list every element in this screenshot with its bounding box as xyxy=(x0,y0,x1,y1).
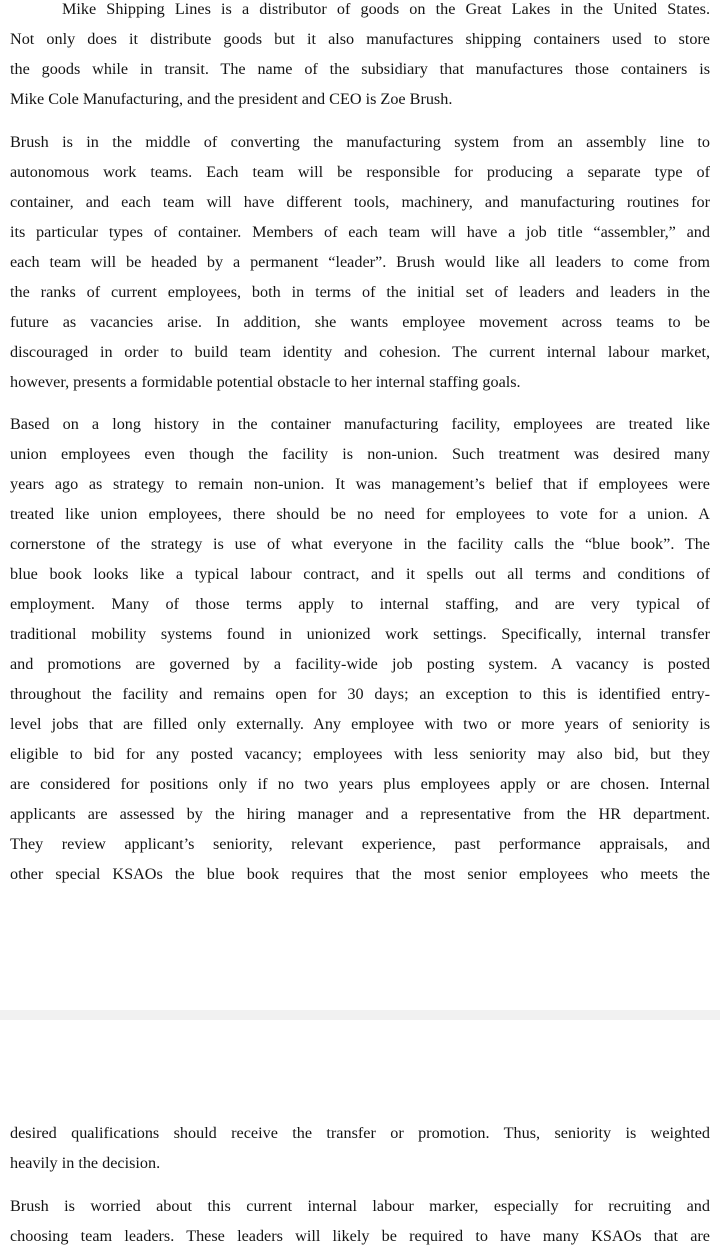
text-line: employment. Many of those terms apply to internal staffing, and are very typical of xyxy=(10,595,710,613)
text-line: eligible to bid for any posted vacancy; employees with less seniority may also bid, but they xyxy=(10,745,710,763)
text-line: discouraged in order to build team identity and cohesion. The current internal labour market, xyxy=(10,343,710,361)
text-line: its particular types of container. Members of each team will have a job title “assembler,” and xyxy=(10,223,710,241)
text-line: autonomous work teams. Each team will be responsible for producing a separate type of xyxy=(10,163,710,181)
text-line: Not only does it distribute goods but it also manufactures shipping containers used to store xyxy=(10,30,710,48)
text-line: the goods while in transit. The name of the subsidiary that manufactures those containers is xyxy=(10,60,710,78)
text-line: are considered for positions only if no two years plus employees apply or are chosen. Internal xyxy=(10,775,710,793)
page-break xyxy=(0,1010,720,1020)
text-line: Mike Cole Manufacturing, and the president and CEO is Zoe Brush. xyxy=(10,90,453,108)
text-line: years ago as strategy to remain non-union. It was management’s belief that if employees were xyxy=(10,475,710,493)
text-line: desired qualifications should receive the transfer or promotion. Thus, seniority is weighted xyxy=(10,1124,710,1142)
text-line: level jobs that are filled only externally. Any employee with two or more years of seniority is xyxy=(10,715,710,733)
text-line: cornerstone of the strategy is use of what everyone in the facility calls the “blue book”. The xyxy=(10,535,710,553)
text-line: Based on a long history in the container manufacturing facility, employees are treated like xyxy=(10,415,710,433)
text-line: each team will be headed by a permanent “leader”. Brush would like all leaders to come from xyxy=(10,253,710,271)
text-line: future as vacancies arise. In addition, she wants employee movement across teams to be xyxy=(10,313,710,331)
text-line: choosing team leaders. These leaders will likely be required to have many KSAOs that are xyxy=(10,1227,710,1245)
text-line: union employees even though the facility is non-union. Such treatment was desired many xyxy=(10,445,710,463)
text-line: however, presents a formidable potential obstacle to her internal staffing goals. xyxy=(10,373,521,391)
text-line: Brush is worried about this current internal labour marker, especially for recruiting and xyxy=(10,1197,710,1215)
text-line: and promotions are governed by a facility-wide job posting system. A vacancy is posted xyxy=(10,655,710,673)
text-line: treated like union employees, there should be no need for employees to vote for a union. A xyxy=(10,505,710,523)
text-line: throughout the facility and remains open for 30 days; an exception to this is identified entry- xyxy=(10,685,710,703)
text-line: Brush is in the middle of converting the manufacturing system from an assembly line to xyxy=(10,133,710,151)
text-line: container, and each team will have different tools, machinery, and manufacturing routines for xyxy=(10,193,710,211)
text-line: traditional mobility systems found in unionized work settings. Specifically, internal transfer xyxy=(10,625,710,643)
text-line: Mike Shipping Lines is a distributor of goods on the Great Lakes in the United States. xyxy=(62,0,710,18)
text-line: the ranks of current employees, both in terms of the initial set of leaders and leaders in the xyxy=(10,283,710,301)
text-line: They review applicant’s seniority, relevant experience, past performance appraisals, and xyxy=(10,835,710,853)
text-line: blue book looks like a typical labour contract, and it spells out all terms and conditions of xyxy=(10,565,710,583)
text-line: applicants are assessed by the hiring manager and a representative from the HR department. xyxy=(10,805,710,823)
text-line: other special KSAOs the blue book requires that the most senior employees who meets the xyxy=(10,865,710,883)
text-line: heavily in the decision. xyxy=(10,1154,161,1172)
